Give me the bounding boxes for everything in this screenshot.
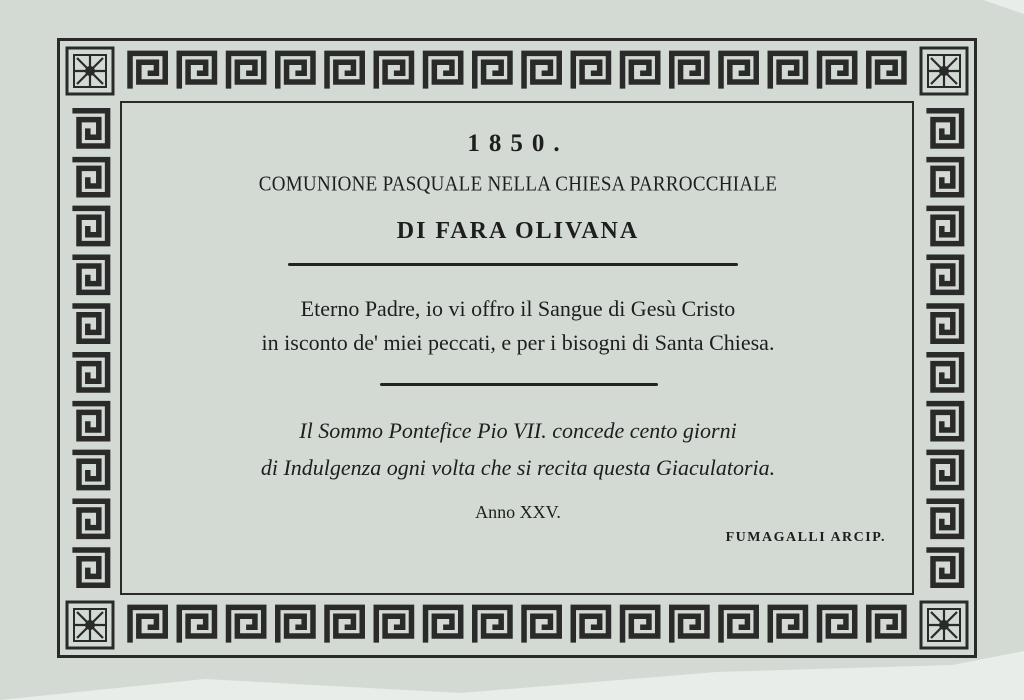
meander-motif: [869, 607, 904, 642]
meander-motif: [72, 257, 107, 292]
meander-motif: [72, 160, 107, 195]
meander-motif: [926, 404, 961, 439]
meander-motif: [72, 306, 107, 341]
meander-motif: [524, 53, 559, 88]
meander-motif: [72, 208, 107, 243]
meander-motif: [72, 501, 107, 536]
meander-motif: [926, 550, 961, 585]
meander-motif: [327, 53, 362, 88]
indulgence-text: [130, 412, 906, 486]
meander-motif: [926, 111, 961, 146]
meander-motif: [820, 607, 855, 642]
corner-ornament: [67, 48, 113, 94]
corner-ornament: [921, 602, 967, 648]
meander-motif: [926, 257, 961, 292]
meander-motif: [926, 501, 961, 536]
meander-motif: [721, 607, 756, 642]
meander-motif: [426, 53, 461, 88]
meander-motif: [229, 53, 264, 88]
meander-motif: [721, 53, 756, 88]
prayer-text: [130, 292, 906, 360]
indulgence-line-2: di Indulgenza ogni volta che si recita questa Giaculatoria.: [260, 455, 776, 480]
meander-motif: [573, 53, 608, 88]
meander-motif: [926, 160, 961, 195]
meander-motif: [426, 607, 461, 642]
meander-motif: [672, 607, 707, 642]
meander-motif: [72, 550, 107, 585]
meander-motif: [72, 452, 107, 487]
meander-motif: [130, 607, 165, 642]
meander-motif: [672, 53, 707, 88]
meander-motif: [623, 607, 658, 642]
meander-motif: [926, 306, 961, 341]
meander-motif: [278, 53, 313, 88]
meander-motif: [475, 53, 510, 88]
prayer-line-1: Eterno Padre, io vi offro il Sangue di Gesù Cristo: [300, 296, 736, 321]
meander-motif: [770, 607, 805, 642]
meander-motif: [278, 607, 313, 642]
corner-ornament: [921, 48, 967, 94]
meander-motif: [869, 53, 904, 88]
anno-text: Anno XXV.: [475, 502, 561, 522]
meander-motif: [327, 607, 362, 642]
signature: FUMAGALLI ARCIP.: [725, 530, 886, 545]
meander-motif: [573, 607, 608, 642]
meander-motif: [72, 404, 107, 439]
meander-motif: [926, 208, 961, 243]
prayer-line-2: in isconto de' miei peccati, e per i bisogni di Santa Chiesa.: [261, 330, 775, 355]
meander-motif: [770, 53, 805, 88]
document-body: [130, 112, 906, 586]
meander-motif: [926, 452, 961, 487]
divider-rule: [288, 263, 738, 266]
meander-motif: [820, 53, 855, 88]
meander-motif: [130, 53, 165, 88]
meander-motif: [72, 111, 107, 146]
divider-rule: [380, 383, 658, 386]
meander-motif: [229, 607, 264, 642]
heading-line-2: DI FARA OLIVANA: [396, 218, 640, 244]
indulgence-line-1: Il Sommo Pontefice Pio VII. concede cento giorni: [299, 418, 737, 443]
meander-motif: [524, 607, 559, 642]
document-year: 1850.: [467, 130, 569, 157]
meander-motif: [623, 53, 658, 88]
heading-line-1: COMUNIONE PASQUALE NELLA CHIESA PARROCCHIALE: [258, 172, 778, 197]
meander-motif: [475, 607, 510, 642]
corner-ornament: [67, 602, 113, 648]
meander-motif: [72, 355, 107, 390]
meander-motif: [376, 53, 411, 88]
meander-motif: [376, 607, 411, 642]
meander-motif: [179, 53, 214, 88]
meander-motif: [926, 355, 961, 390]
meander-motif: [179, 607, 214, 642]
